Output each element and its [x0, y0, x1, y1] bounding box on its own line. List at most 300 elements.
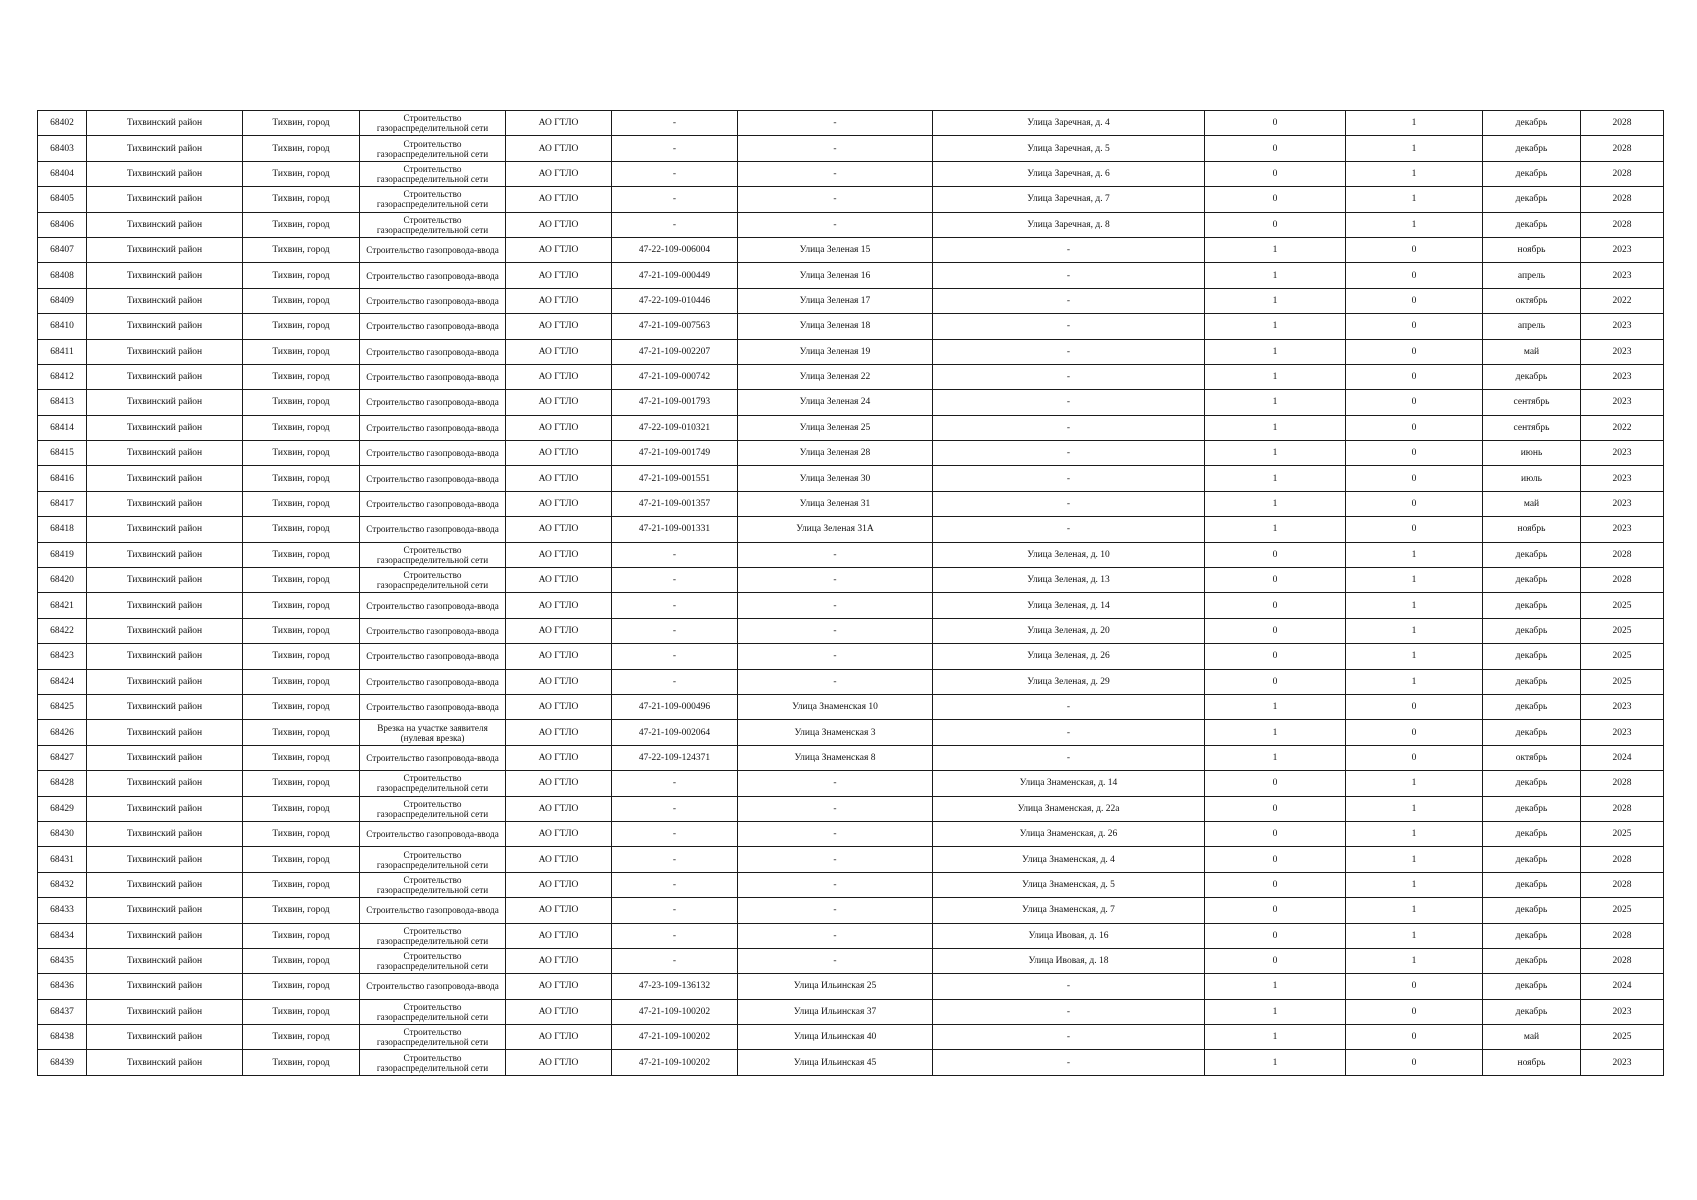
cell-month: ноябрь	[1483, 237, 1581, 262]
cell-district: Тихвинский район	[87, 745, 243, 770]
cell-network-flag: 1	[1346, 923, 1483, 948]
cell-input-flag: 0	[1205, 821, 1346, 846]
cell-work-type: Строительство газораспределительной сети	[360, 187, 506, 212]
cell-network-flag: 1	[1346, 948, 1483, 973]
cell-network-flag: 0	[1346, 237, 1483, 262]
table-row	[38, 694, 1664, 719]
cell-district: Тихвинский район	[87, 466, 243, 491]
cell-network-address: Улица Знаменская, д. 26	[933, 821, 1205, 846]
cell-network-flag: 1	[1346, 542, 1483, 567]
cell-network-flag: 1	[1346, 593, 1483, 618]
cell-locality: Тихвин, город	[243, 314, 360, 339]
cell-applicant-address: Улица Ильинская 25	[738, 974, 933, 999]
cell-district: Тихвинский район	[87, 212, 243, 237]
cell-year: 2024	[1581, 974, 1664, 999]
cell-network-flag: 0	[1346, 974, 1483, 999]
cell-input-flag: 0	[1205, 568, 1346, 593]
table-row	[38, 745, 1664, 770]
cell-record-id: 68406	[38, 212, 87, 237]
cell-network-address: Улица Зеленая, д. 14	[933, 593, 1205, 618]
cell-applicant-address: -	[738, 872, 933, 897]
cell-input-flag: 1	[1205, 491, 1346, 516]
cell-district: Тихвинский район	[87, 948, 243, 973]
cell-work-type: Строительство газопровода-ввода	[360, 466, 506, 491]
cell-cadastral-number: 47-22-109-010446	[612, 288, 738, 313]
cell-locality: Тихвин, город	[243, 263, 360, 288]
cell-month: декабрь	[1483, 821, 1581, 846]
cell-network-flag: 1	[1346, 898, 1483, 923]
cell-network-address: Улица Зеленая, д. 29	[933, 669, 1205, 694]
cell-month: декабрь	[1483, 720, 1581, 745]
cell-locality: Тихвин, город	[243, 491, 360, 516]
table-row	[38, 568, 1664, 593]
cell-district: Тихвинский район	[87, 187, 243, 212]
cell-month: декабрь	[1483, 187, 1581, 212]
table-row	[38, 466, 1664, 491]
cell-cadastral-number: -	[612, 161, 738, 186]
cell-record-id: 68402	[38, 111, 87, 136]
cell-applicant-address: Улица Зеленая 18	[738, 314, 933, 339]
table-row	[38, 237, 1664, 262]
cell-cadastral-number: -	[612, 898, 738, 923]
cell-month: декабрь	[1483, 542, 1581, 567]
cell-month: декабрь	[1483, 212, 1581, 237]
cell-work-type: Строительство газораспределительной сети	[360, 1025, 506, 1050]
cell-applicant-address: -	[738, 644, 933, 669]
cell-applicant-address: -	[738, 771, 933, 796]
cell-cadastral-number: 47-21-109-002064	[612, 720, 738, 745]
cell-district: Тихвинский район	[87, 441, 243, 466]
cell-cadastral-number: -	[612, 187, 738, 212]
cell-month: декабрь	[1483, 618, 1581, 643]
table-row	[38, 974, 1664, 999]
cell-year: 2028	[1581, 568, 1664, 593]
cell-locality: Тихвин, город	[243, 568, 360, 593]
cell-network-address: Улица Зеленая, д. 13	[933, 568, 1205, 593]
cell-locality: Тихвин, город	[243, 339, 360, 364]
table-row	[38, 618, 1664, 643]
cell-year: 2028	[1581, 187, 1664, 212]
table-row	[38, 872, 1664, 897]
cell-cadastral-number: 47-21-109-000496	[612, 694, 738, 719]
cell-month: декабрь	[1483, 694, 1581, 719]
cell-network-address: Улица Ивовая, д. 16	[933, 923, 1205, 948]
cell-organization: АО ГТЛО	[506, 568, 612, 593]
cell-work-type: Строительство газопровода-ввода	[360, 694, 506, 719]
cell-organization: АО ГТЛО	[506, 923, 612, 948]
cell-year: 2028	[1581, 923, 1664, 948]
table-row	[38, 847, 1664, 872]
cell-year: 2028	[1581, 212, 1664, 237]
cell-cadastral-number: -	[612, 771, 738, 796]
cell-applicant-address: Улица Зеленая 22	[738, 364, 933, 389]
cell-organization: АО ГТЛО	[506, 948, 612, 973]
cell-cadastral-number: -	[612, 644, 738, 669]
cell-month: декабрь	[1483, 771, 1581, 796]
cell-year: 2028	[1581, 111, 1664, 136]
cell-network-address: -	[933, 1050, 1205, 1075]
cell-cadastral-number: 47-21-109-001357	[612, 491, 738, 516]
cell-locality: Тихвин, город	[243, 669, 360, 694]
cell-network-address: -	[933, 364, 1205, 389]
cell-district: Тихвинский район	[87, 568, 243, 593]
cell-network-flag: 1	[1346, 872, 1483, 897]
cell-year: 2025	[1581, 1025, 1664, 1050]
cell-input-flag: 1	[1205, 466, 1346, 491]
cell-year: 2025	[1581, 821, 1664, 846]
cell-cadastral-number: 47-21-109-001551	[612, 466, 738, 491]
cell-organization: АО ГТЛО	[506, 415, 612, 440]
cell-network-flag: 0	[1346, 745, 1483, 770]
cell-locality: Тихвин, город	[243, 1025, 360, 1050]
cell-input-flag: 0	[1205, 771, 1346, 796]
table-row	[38, 517, 1664, 542]
cell-work-type: Строительство газопровода-ввода	[360, 441, 506, 466]
cell-record-id: 68415	[38, 441, 87, 466]
cell-cadastral-number: 47-21-109-100202	[612, 1050, 738, 1075]
cell-network-flag: 0	[1346, 263, 1483, 288]
cell-cadastral-number: -	[612, 618, 738, 643]
data-table	[37, 110, 1664, 1076]
cell-record-id: 68424	[38, 669, 87, 694]
cell-network-address: Улица Знаменская, д. 5	[933, 872, 1205, 897]
table-row	[38, 1050, 1664, 1075]
cell-record-id: 68411	[38, 339, 87, 364]
cell-locality: Тихвин, город	[243, 364, 360, 389]
cell-cadastral-number: 47-21-109-001749	[612, 441, 738, 466]
cell-record-id: 68428	[38, 771, 87, 796]
cell-month: декабрь	[1483, 872, 1581, 897]
cell-year: 2023	[1581, 999, 1664, 1024]
table-row	[38, 314, 1664, 339]
cell-year: 2022	[1581, 288, 1664, 313]
cell-record-id: 68438	[38, 1025, 87, 1050]
cell-district: Тихвинский район	[87, 898, 243, 923]
table-row	[38, 364, 1664, 389]
cell-input-flag: 0	[1205, 948, 1346, 973]
cell-locality: Тихвин, город	[243, 237, 360, 262]
table-row	[38, 644, 1664, 669]
cell-network-address: Улица Ивовая, д. 18	[933, 948, 1205, 973]
cell-network-flag: 1	[1346, 644, 1483, 669]
cell-record-id: 68431	[38, 847, 87, 872]
cell-network-flag: 0	[1346, 288, 1483, 313]
cell-cadastral-number: -	[612, 136, 738, 161]
cell-work-type: Строительство газопровода-ввода	[360, 364, 506, 389]
cell-work-type: Строительство газораспределительной сети	[360, 136, 506, 161]
cell-network-address: -	[933, 720, 1205, 745]
cell-month: декабрь	[1483, 796, 1581, 821]
table-row	[38, 1025, 1664, 1050]
cell-district: Тихвинский район	[87, 415, 243, 440]
cell-record-id: 68419	[38, 542, 87, 567]
table-row	[38, 999, 1664, 1024]
table-body	[38, 111, 1664, 1076]
cell-work-type: Строительство газопровода-ввода	[360, 593, 506, 618]
cell-district: Тихвинский район	[87, 136, 243, 161]
cell-network-address: -	[933, 314, 1205, 339]
cell-organization: АО ГТЛО	[506, 314, 612, 339]
cell-input-flag: 0	[1205, 187, 1346, 212]
cell-district: Тихвинский район	[87, 288, 243, 313]
cell-work-type: Строительство газораспределительной сети	[360, 542, 506, 567]
cell-district: Тихвинский район	[87, 872, 243, 897]
cell-cadastral-number: -	[612, 212, 738, 237]
cell-network-address: Улица Зеленая, д. 10	[933, 542, 1205, 567]
cell-organization: АО ГТЛО	[506, 339, 612, 364]
cell-applicant-address: Улица Ильинская 37	[738, 999, 933, 1024]
table-row	[38, 111, 1664, 136]
cell-network-flag: 0	[1346, 441, 1483, 466]
cell-work-type: Строительство газопровода-ввода	[360, 974, 506, 999]
cell-organization: АО ГТЛО	[506, 161, 612, 186]
cell-input-flag: 1	[1205, 339, 1346, 364]
cell-month: декабрь	[1483, 999, 1581, 1024]
cell-locality: Тихвин, город	[243, 948, 360, 973]
cell-organization: АО ГТЛО	[506, 898, 612, 923]
cell-work-type: Строительство газопровода-ввода	[360, 339, 506, 364]
cell-network-flag: 0	[1346, 517, 1483, 542]
cell-input-flag: 1	[1205, 694, 1346, 719]
cell-year: 2023	[1581, 314, 1664, 339]
cell-organization: АО ГТЛО	[506, 796, 612, 821]
cell-work-type: Строительство газопровода-ввода	[360, 745, 506, 770]
cell-input-flag: 1	[1205, 720, 1346, 745]
cell-network-flag: 0	[1346, 491, 1483, 516]
cell-cadastral-number: -	[612, 847, 738, 872]
cell-organization: АО ГТЛО	[506, 517, 612, 542]
cell-input-flag: 0	[1205, 644, 1346, 669]
cell-year: 2028	[1581, 872, 1664, 897]
cell-locality: Тихвин, город	[243, 390, 360, 415]
table-row	[38, 415, 1664, 440]
cell-input-flag: 0	[1205, 593, 1346, 618]
cell-work-type: Строительство газораспределительной сети	[360, 1050, 506, 1075]
cell-district: Тихвинский район	[87, 542, 243, 567]
cell-district: Тихвинский район	[87, 923, 243, 948]
cell-network-address: Улица Зеленая, д. 26	[933, 644, 1205, 669]
table-row	[38, 187, 1664, 212]
cell-organization: АО ГТЛО	[506, 847, 612, 872]
cell-network-flag: 0	[1346, 999, 1483, 1024]
cell-district: Тихвинский район	[87, 237, 243, 262]
cell-cadastral-number: 47-21-109-002207	[612, 339, 738, 364]
cell-year: 2025	[1581, 593, 1664, 618]
cell-organization: АО ГТЛО	[506, 390, 612, 415]
cell-cadastral-number: -	[612, 796, 738, 821]
cell-locality: Тихвин, город	[243, 1050, 360, 1075]
cell-organization: АО ГТЛО	[506, 441, 612, 466]
cell-work-type: Строительство газораспределительной сети	[360, 568, 506, 593]
cell-record-id: 68410	[38, 314, 87, 339]
cell-applicant-address: Улица Зеленая 31А	[738, 517, 933, 542]
cell-district: Тихвинский район	[87, 161, 243, 186]
cell-locality: Тихвин, город	[243, 999, 360, 1024]
cell-record-id: 68430	[38, 821, 87, 846]
cell-applicant-address: -	[738, 542, 933, 567]
cell-cadastral-number: -	[612, 593, 738, 618]
cell-year: 2025	[1581, 898, 1664, 923]
cell-locality: Тихвин, город	[243, 161, 360, 186]
cell-input-flag: 0	[1205, 136, 1346, 161]
cell-input-flag: 1	[1205, 1025, 1346, 1050]
cell-record-id: 68435	[38, 948, 87, 973]
cell-network-flag: 0	[1346, 466, 1483, 491]
cell-month: декабрь	[1483, 568, 1581, 593]
cell-network-address: -	[933, 288, 1205, 313]
cell-network-flag: 1	[1346, 187, 1483, 212]
cell-applicant-address: -	[738, 161, 933, 186]
cell-month: декабрь	[1483, 364, 1581, 389]
cell-organization: АО ГТЛО	[506, 720, 612, 745]
cell-record-id: 68433	[38, 898, 87, 923]
cell-district: Тихвинский район	[87, 847, 243, 872]
cell-record-id: 68421	[38, 593, 87, 618]
cell-year: 2028	[1581, 948, 1664, 973]
cell-network-flag: 1	[1346, 111, 1483, 136]
cell-district: Тихвинский район	[87, 339, 243, 364]
cell-district: Тихвинский район	[87, 1025, 243, 1050]
cell-work-type: Строительство газопровода-ввода	[360, 415, 506, 440]
cell-work-type: Строительство газопровода-ввода	[360, 314, 506, 339]
cell-applicant-address: Улица Знаменская 3	[738, 720, 933, 745]
cell-district: Тихвинский район	[87, 821, 243, 846]
cell-locality: Тихвин, город	[243, 720, 360, 745]
cell-input-flag: 1	[1205, 237, 1346, 262]
cell-network-address: -	[933, 237, 1205, 262]
cell-year: 2028	[1581, 771, 1664, 796]
cell-record-id: 68414	[38, 415, 87, 440]
cell-locality: Тихвин, город	[243, 415, 360, 440]
cell-cadastral-number: -	[612, 568, 738, 593]
cell-district: Тихвинский район	[87, 364, 243, 389]
cell-network-address: Улица Знаменская, д. 22а	[933, 796, 1205, 821]
cell-year: 2023	[1581, 466, 1664, 491]
cell-organization: АО ГТЛО	[506, 136, 612, 161]
cell-district: Тихвинский район	[87, 720, 243, 745]
table-row	[38, 669, 1664, 694]
table-row	[38, 136, 1664, 161]
cell-work-type: Строительство газопровода-ввода	[360, 263, 506, 288]
cell-network-address: -	[933, 694, 1205, 719]
cell-work-type: Строительство газопровода-ввода	[360, 898, 506, 923]
cell-month: июль	[1483, 466, 1581, 491]
cell-network-flag: 1	[1346, 771, 1483, 796]
cell-network-flag: 1	[1346, 568, 1483, 593]
cell-record-id: 68432	[38, 872, 87, 897]
cell-network-address: -	[933, 263, 1205, 288]
cell-locality: Тихвин, город	[243, 136, 360, 161]
cell-network-address: Улица Зеленая, д. 20	[933, 618, 1205, 643]
cell-applicant-address: Улица Знаменская 8	[738, 745, 933, 770]
cell-month: декабрь	[1483, 948, 1581, 973]
cell-cadastral-number: 47-23-109-136132	[612, 974, 738, 999]
cell-record-id: 68439	[38, 1050, 87, 1075]
cell-cadastral-number: -	[612, 821, 738, 846]
cell-month: май	[1483, 339, 1581, 364]
cell-district: Тихвинский район	[87, 694, 243, 719]
cell-network-address: -	[933, 974, 1205, 999]
cell-locality: Тихвин, город	[243, 111, 360, 136]
cell-input-flag: 1	[1205, 390, 1346, 415]
cell-cadastral-number: 47-21-109-007563	[612, 314, 738, 339]
cell-cadastral-number: -	[612, 948, 738, 973]
cell-month: июнь	[1483, 441, 1581, 466]
cell-record-id: 68413	[38, 390, 87, 415]
cell-work-type: Строительство газопровода-ввода	[360, 288, 506, 313]
cell-network-flag: 0	[1346, 314, 1483, 339]
cell-record-id: 68417	[38, 491, 87, 516]
cell-input-flag: 0	[1205, 796, 1346, 821]
cell-organization: АО ГТЛО	[506, 542, 612, 567]
cell-work-type: Строительство газопровода-ввода	[360, 618, 506, 643]
cell-applicant-address: -	[738, 948, 933, 973]
cell-record-id: 68408	[38, 263, 87, 288]
cell-year: 2028	[1581, 136, 1664, 161]
cell-cadastral-number: -	[612, 872, 738, 897]
cell-network-flag: 0	[1346, 720, 1483, 745]
cell-organization: АО ГТЛО	[506, 999, 612, 1024]
cell-year: 2023	[1581, 491, 1664, 516]
cell-record-id: 68420	[38, 568, 87, 593]
cell-organization: АО ГТЛО	[506, 288, 612, 313]
cell-network-address: Улица Заречная, д. 6	[933, 161, 1205, 186]
cell-work-type: Строительство газораспределительной сети	[360, 161, 506, 186]
table-row	[38, 720, 1664, 745]
cell-network-address: Улица Знаменская, д. 14	[933, 771, 1205, 796]
cell-applicant-address: Улица Зеленая 17	[738, 288, 933, 313]
cell-input-flag: 0	[1205, 898, 1346, 923]
cell-cadastral-number: 47-21-109-000742	[612, 364, 738, 389]
cell-organization: АО ГТЛО	[506, 694, 612, 719]
cell-network-address: -	[933, 390, 1205, 415]
cell-district: Тихвинский район	[87, 517, 243, 542]
cell-district: Тихвинский район	[87, 796, 243, 821]
cell-network-address: -	[933, 745, 1205, 770]
cell-locality: Тихвин, город	[243, 288, 360, 313]
cell-year: 2023	[1581, 390, 1664, 415]
cell-month: октябрь	[1483, 288, 1581, 313]
cell-network-flag: 0	[1346, 339, 1483, 364]
cell-input-flag: 1	[1205, 364, 1346, 389]
table-row	[38, 212, 1664, 237]
cell-applicant-address: Улица Зеленая 19	[738, 339, 933, 364]
cell-applicant-address: Улица Ильинская 40	[738, 1025, 933, 1050]
cell-work-type: Строительство газораспределительной сети	[360, 111, 506, 136]
cell-cadastral-number: 47-21-109-100202	[612, 1025, 738, 1050]
cell-applicant-address: Улица Зеленая 30	[738, 466, 933, 491]
cell-organization: АО ГТЛО	[506, 745, 612, 770]
cell-applicant-address: Улица Зеленая 16	[738, 263, 933, 288]
cell-applicant-address: -	[738, 796, 933, 821]
cell-applicant-address: -	[738, 847, 933, 872]
cell-applicant-address: -	[738, 593, 933, 618]
cell-input-flag: 0	[1205, 847, 1346, 872]
cell-cadastral-number: 47-22-109-010321	[612, 415, 738, 440]
cell-organization: АО ГТЛО	[506, 237, 612, 262]
cell-network-address: -	[933, 517, 1205, 542]
cell-record-id: 68409	[38, 288, 87, 313]
table-row	[38, 923, 1664, 948]
cell-cadastral-number: 47-22-109-124371	[612, 745, 738, 770]
cell-organization: АО ГТЛО	[506, 771, 612, 796]
cell-district: Тихвинский район	[87, 644, 243, 669]
cell-cadastral-number: 47-21-109-100202	[612, 999, 738, 1024]
cell-locality: Тихвин, город	[243, 923, 360, 948]
cell-year: 2022	[1581, 415, 1664, 440]
cell-work-type: Строительство газопровода-ввода	[360, 517, 506, 542]
cell-network-flag: 0	[1346, 390, 1483, 415]
